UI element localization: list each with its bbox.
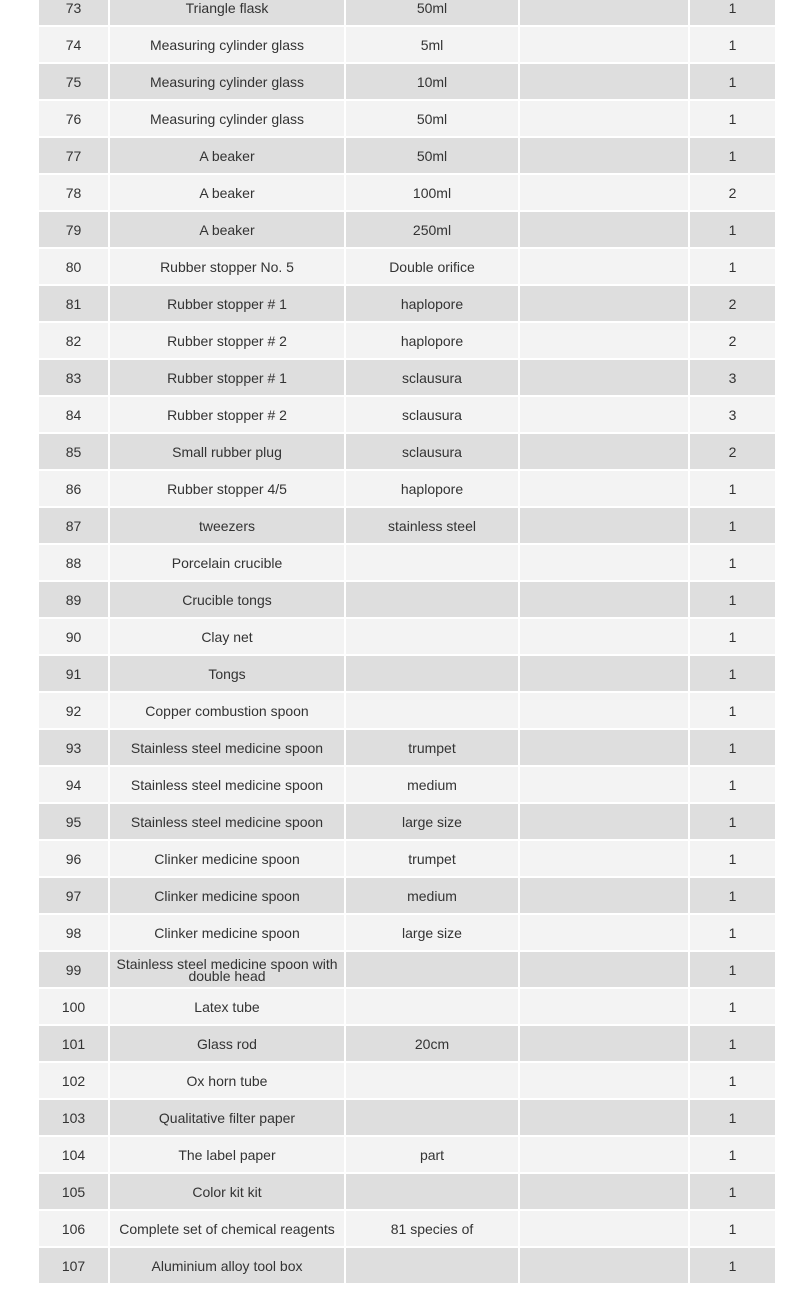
table-row <box>38 581 776 618</box>
item-spec-cell: large size <box>345 914 519 951</box>
item-quantity-cell: 1 <box>689 914 776 951</box>
item-name-cell: Rubber stopper # 2 <box>109 322 345 359</box>
item-spec-cell: haplopore <box>345 322 519 359</box>
item-name-cell: Clinker medicine spoon <box>109 877 345 914</box>
item-blank-cell <box>519 544 689 581</box>
item-number-cell: 79 <box>38 211 109 248</box>
table-row <box>38 285 776 322</box>
item-quantity-cell: 1 <box>689 1136 776 1173</box>
item-spec-cell <box>345 988 519 1025</box>
table-row <box>38 1173 776 1210</box>
item-quantity-cell: 1 <box>689 877 776 914</box>
item-name-cell: Rubber stopper 4/5 <box>109 470 345 507</box>
item-name-cell: Stainless steel medicine spoon with double head <box>109 951 345 988</box>
item-name-cell: Latex tube <box>109 988 345 1025</box>
item-number-cell: 101 <box>38 1025 109 1062</box>
table-row <box>38 1210 776 1247</box>
item-spec-cell <box>345 544 519 581</box>
item-name-cell: Measuring cylinder glass <box>109 100 345 137</box>
item-name-cell: Glass rod <box>109 1025 345 1062</box>
item-blank-cell <box>519 914 689 951</box>
item-number-cell: 82 <box>38 322 109 359</box>
item-blank-cell <box>519 26 689 63</box>
item-spec-cell <box>345 1173 519 1210</box>
item-name-cell: A beaker <box>109 137 345 174</box>
item-quantity-cell: 3 <box>689 396 776 433</box>
item-spec-cell: sclausura <box>345 396 519 433</box>
item-blank-cell <box>519 0 689 26</box>
table-row <box>38 63 776 100</box>
item-blank-cell <box>519 877 689 914</box>
item-spec-cell <box>345 692 519 729</box>
item-name-cell: Crucible tongs <box>109 581 345 618</box>
item-name-cell: Measuring cylinder glass <box>109 26 345 63</box>
item-blank-cell <box>519 137 689 174</box>
item-spec-cell: 10ml <box>345 63 519 100</box>
item-blank-cell <box>519 1210 689 1247</box>
item-name-cell: Rubber stopper # 2 <box>109 396 345 433</box>
item-quantity-cell: 1 <box>689 507 776 544</box>
item-spec-cell: stainless steel <box>345 507 519 544</box>
item-name-cell: A beaker <box>109 211 345 248</box>
item-number-cell: 99 <box>38 951 109 988</box>
item-blank-cell <box>519 322 689 359</box>
item-blank-cell <box>519 1062 689 1099</box>
item-number-cell: 90 <box>38 618 109 655</box>
item-name-cell: Rubber stopper # 1 <box>109 285 345 322</box>
item-blank-cell <box>519 581 689 618</box>
item-name-cell: Copper combustion spoon <box>109 692 345 729</box>
item-number-cell: 77 <box>38 137 109 174</box>
item-number-cell: 76 <box>38 100 109 137</box>
table-row <box>38 1099 776 1136</box>
item-quantity-cell: 1 <box>689 63 776 100</box>
item-name-cell: Clinker medicine spoon <box>109 914 345 951</box>
table-row <box>38 655 776 692</box>
item-name-cell: tweezers <box>109 507 345 544</box>
item-spec-cell <box>345 951 519 988</box>
item-name-cell: Rubber stopper No. 5 <box>109 248 345 285</box>
item-number-cell: 103 <box>38 1099 109 1136</box>
item-spec-cell <box>345 581 519 618</box>
table-row <box>38 1062 776 1099</box>
item-blank-cell <box>519 618 689 655</box>
table-row <box>38 618 776 655</box>
item-number-cell: 104 <box>38 1136 109 1173</box>
item-number-cell: 81 <box>38 285 109 322</box>
item-quantity-cell: 1 <box>689 211 776 248</box>
table-row <box>38 729 776 766</box>
item-spec-cell: 250ml <box>345 211 519 248</box>
table-row <box>38 803 776 840</box>
item-quantity-cell: 2 <box>689 285 776 322</box>
item-number-cell: 86 <box>38 470 109 507</box>
item-spec-cell: haplopore <box>345 285 519 322</box>
item-blank-cell <box>519 951 689 988</box>
table-row <box>38 248 776 285</box>
item-quantity-cell: 2 <box>689 322 776 359</box>
item-spec-cell: medium <box>345 766 519 803</box>
item-blank-cell <box>519 248 689 285</box>
item-quantity-cell: 1 <box>689 248 776 285</box>
item-quantity-cell: 1 <box>689 137 776 174</box>
item-name-cell: Triangle flask <box>109 0 345 26</box>
item-quantity-cell: 2 <box>689 174 776 211</box>
table-row <box>38 359 776 396</box>
item-name-cell: Measuring cylinder glass <box>109 63 345 100</box>
item-name-cell: Small rubber plug <box>109 433 345 470</box>
table-row <box>38 951 776 988</box>
table-row <box>38 470 776 507</box>
item-quantity-cell: 1 <box>689 1173 776 1210</box>
equipment-table-body <box>38 0 776 1284</box>
item-blank-cell <box>519 285 689 322</box>
item-blank-cell <box>519 1173 689 1210</box>
item-spec-cell: sclausura <box>345 433 519 470</box>
item-spec-cell: trumpet <box>345 840 519 877</box>
item-quantity-cell: 1 <box>689 766 776 803</box>
item-blank-cell <box>519 729 689 766</box>
item-blank-cell <box>519 174 689 211</box>
item-number-cell: 89 <box>38 581 109 618</box>
item-name-cell: Qualitative filter paper <box>109 1099 345 1136</box>
item-spec-cell: 5ml <box>345 26 519 63</box>
item-number-cell: 85 <box>38 433 109 470</box>
item-quantity-cell: 1 <box>689 1210 776 1247</box>
item-blank-cell <box>519 396 689 433</box>
item-spec-cell: 50ml <box>345 137 519 174</box>
item-quantity-cell: 1 <box>689 544 776 581</box>
item-spec-cell <box>345 1099 519 1136</box>
item-number-cell: 100 <box>38 988 109 1025</box>
item-name-cell: A beaker <box>109 174 345 211</box>
item-name-cell: Porcelain crucible <box>109 544 345 581</box>
item-spec-cell <box>345 1062 519 1099</box>
item-quantity-cell: 1 <box>689 618 776 655</box>
item-number-cell: 106 <box>38 1210 109 1247</box>
item-number-cell: 88 <box>38 544 109 581</box>
item-blank-cell <box>519 766 689 803</box>
item-quantity-cell: 1 <box>689 988 776 1025</box>
item-blank-cell <box>519 100 689 137</box>
item-blank-cell <box>519 692 689 729</box>
item-blank-cell <box>519 803 689 840</box>
item-number-cell: 107 <box>38 1247 109 1284</box>
item-blank-cell <box>519 655 689 692</box>
item-blank-cell <box>519 840 689 877</box>
table-row <box>38 1247 776 1284</box>
item-quantity-cell: 1 <box>689 1247 776 1284</box>
item-quantity-cell: 3 <box>689 359 776 396</box>
item-spec-cell: 50ml <box>345 100 519 137</box>
item-name-cell: Tongs <box>109 655 345 692</box>
item-quantity-cell: 1 <box>689 655 776 692</box>
item-number-cell: 102 <box>38 1062 109 1099</box>
table-row <box>38 100 776 137</box>
item-number-cell: 78 <box>38 174 109 211</box>
item-spec-cell: 20cm <box>345 1025 519 1062</box>
item-quantity-cell: 1 <box>689 803 776 840</box>
table-row <box>38 766 776 803</box>
item-spec-cell: sclausura <box>345 359 519 396</box>
item-quantity-cell: 1 <box>689 0 776 26</box>
item-spec-cell: medium <box>345 877 519 914</box>
item-quantity-cell: 1 <box>689 470 776 507</box>
item-name-cell: Clay net <box>109 618 345 655</box>
item-number-cell: 94 <box>38 766 109 803</box>
table-row <box>38 0 776 26</box>
equipment-table-container <box>37 0 775 1285</box>
table-row <box>38 692 776 729</box>
item-name-cell: Ox horn tube <box>109 1062 345 1099</box>
table-row <box>38 544 776 581</box>
item-number-cell: 105 <box>38 1173 109 1210</box>
table-row <box>38 211 776 248</box>
item-spec-cell <box>345 618 519 655</box>
item-quantity-cell: 2 <box>689 433 776 470</box>
table-row <box>38 174 776 211</box>
table-row <box>38 1136 776 1173</box>
item-number-cell: 87 <box>38 507 109 544</box>
item-quantity-cell: 1 <box>689 840 776 877</box>
table-row <box>38 396 776 433</box>
item-number-cell: 75 <box>38 63 109 100</box>
item-quantity-cell: 1 <box>689 729 776 766</box>
item-blank-cell <box>519 433 689 470</box>
item-number-cell: 97 <box>38 877 109 914</box>
item-blank-cell <box>519 988 689 1025</box>
item-spec-cell: Double orifice <box>345 248 519 285</box>
table-row <box>38 988 776 1025</box>
item-name-cell: The label paper <box>109 1136 345 1173</box>
item-spec-cell <box>345 655 519 692</box>
item-name-cell: Complete set of chemical reagents <box>109 1210 345 1247</box>
item-quantity-cell: 1 <box>689 1099 776 1136</box>
item-name-cell: Rubber stopper # 1 <box>109 359 345 396</box>
table-row <box>38 914 776 951</box>
item-blank-cell <box>519 359 689 396</box>
item-spec-cell <box>345 1247 519 1284</box>
item-blank-cell <box>519 1136 689 1173</box>
item-spec-cell: haplopore <box>345 470 519 507</box>
item-number-cell: 96 <box>38 840 109 877</box>
item-spec-cell: 50ml <box>345 0 519 26</box>
item-blank-cell <box>519 211 689 248</box>
item-number-cell: 73 <box>38 0 109 26</box>
item-name-cell: Clinker medicine spoon <box>109 840 345 877</box>
item-number-cell: 93 <box>38 729 109 766</box>
table-row <box>38 137 776 174</box>
table-row <box>38 507 776 544</box>
table-row <box>38 877 776 914</box>
item-number-cell: 95 <box>38 803 109 840</box>
item-quantity-cell: 1 <box>689 100 776 137</box>
item-number-cell: 83 <box>38 359 109 396</box>
item-name-cell: Aluminium alloy tool box <box>109 1247 345 1284</box>
item-spec-cell: 81 species of <box>345 1210 519 1247</box>
item-quantity-cell: 1 <box>689 951 776 988</box>
item-number-cell: 92 <box>38 692 109 729</box>
item-number-cell: 98 <box>38 914 109 951</box>
table-row <box>38 26 776 63</box>
table-row <box>38 840 776 877</box>
item-blank-cell <box>519 1025 689 1062</box>
item-blank-cell <box>519 63 689 100</box>
item-name-cell: Stainless steel medicine spoon <box>109 766 345 803</box>
item-number-cell: 91 <box>38 655 109 692</box>
item-number-cell: 80 <box>38 248 109 285</box>
item-spec-cell: 100ml <box>345 174 519 211</box>
item-spec-cell: part <box>345 1136 519 1173</box>
item-quantity-cell: 1 <box>689 1025 776 1062</box>
item-quantity-cell: 1 <box>689 1062 776 1099</box>
equipment-table <box>37 0 777 1285</box>
item-blank-cell <box>519 507 689 544</box>
table-row <box>38 433 776 470</box>
item-quantity-cell: 1 <box>689 692 776 729</box>
item-name-cell: Color kit kit <box>109 1173 345 1210</box>
item-number-cell: 74 <box>38 26 109 63</box>
item-quantity-cell: 1 <box>689 581 776 618</box>
table-row <box>38 1025 776 1062</box>
item-spec-cell: trumpet <box>345 729 519 766</box>
item-quantity-cell: 1 <box>689 26 776 63</box>
item-name-cell: Stainless steel medicine spoon <box>109 803 345 840</box>
item-blank-cell <box>519 1099 689 1136</box>
item-spec-cell: large size <box>345 803 519 840</box>
item-blank-cell <box>519 470 689 507</box>
item-number-cell: 84 <box>38 396 109 433</box>
item-blank-cell <box>519 1247 689 1284</box>
table-row <box>38 322 776 359</box>
item-name-cell: Stainless steel medicine spoon <box>109 729 345 766</box>
